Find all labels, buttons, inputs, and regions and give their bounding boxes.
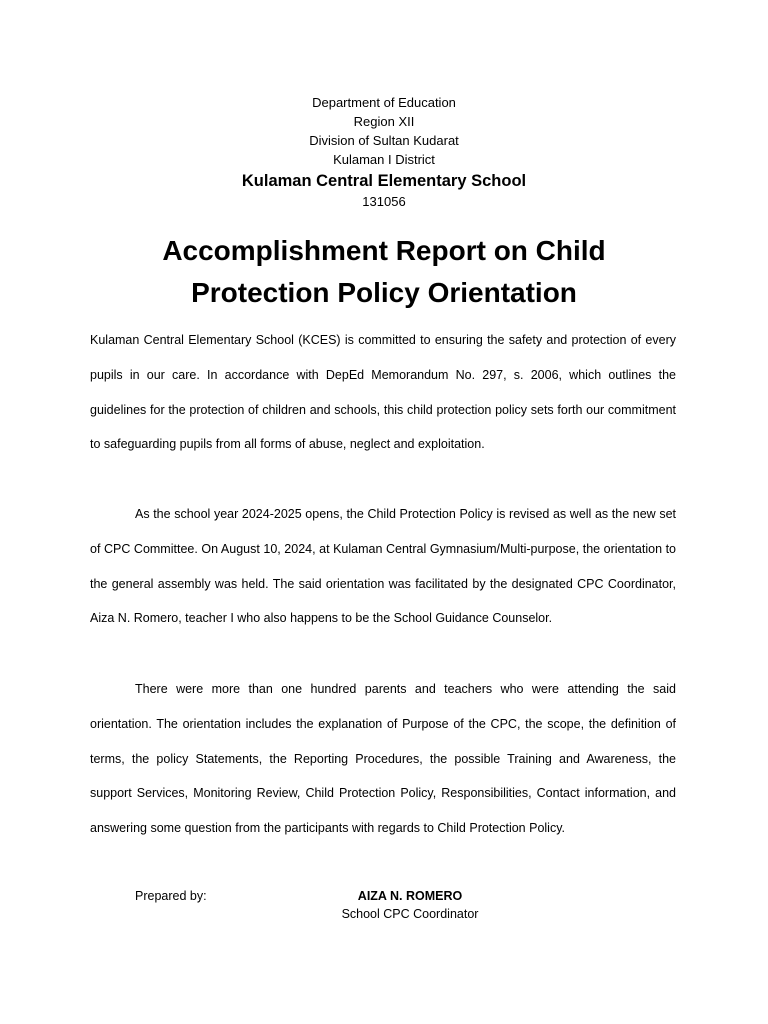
report-title-line-2: Protection Policy Orientation [191, 277, 577, 308]
signer-name: AIZA N. ROMERO [357, 889, 463, 903]
signer-role: School CPC Coordinator [341, 907, 479, 921]
division-name: Division of Sultan Kudarat [309, 133, 459, 148]
region-name: Region XII [353, 114, 415, 129]
body-paragraph-3: There were more than one hundred parents and teachers who were attending the said orientation. The orientation includes the explanation of Purpose of the CPC, the scope, the definition of terms, the policy Statements, the Reporting Procedures, the possible Training and Awareness, the support Services, Monitoring Review, Child Protection Policy, Responsibilities, Contact information, and answering some question from the participants with regards to Child Protection Policy. [90, 682, 676, 836]
letterhead [0, 93, 768, 211]
signature-block [0, 887, 768, 927]
report-title [0, 230, 768, 314]
body-paragraph-1: Kulaman Central Elementary School (KCES) is committed to ensuring the safety and protection of every pupils in our care. In accordance with DepEd Memorandum No. 297, s. 2006, which outlines the guidelines for the protection of children and schools, this child protection policy sets forth our commitment to safeguarding pupils from all forms of abuse, neglect and exploitation. [90, 333, 676, 452]
prepared-by-label: Prepared by: [135, 889, 207, 903]
signer [330, 887, 490, 923]
body-paragraph-2: As the school year 2024-2025 opens, the Child Protection Policy is revised as well as the new set of CPC Committee. On August 10, 2024, at Kulaman Central Gymnasium/Multi-purpose, the orientation to the general assembly was held. The said orientation was facilitated by the designated CPC Coordinator, Aiza N. Romero, teacher I who also happens to be the School Guidance Counselor. [90, 507, 676, 626]
school-name: Kulaman Central Elementary School [241, 172, 527, 190]
report-title-line-1: Accomplishment Report on Child [162, 235, 606, 266]
school-id: 131056 [362, 194, 406, 209]
district-name: Kulaman I District [333, 152, 435, 167]
department-name: Department of Education [312, 95, 456, 110]
